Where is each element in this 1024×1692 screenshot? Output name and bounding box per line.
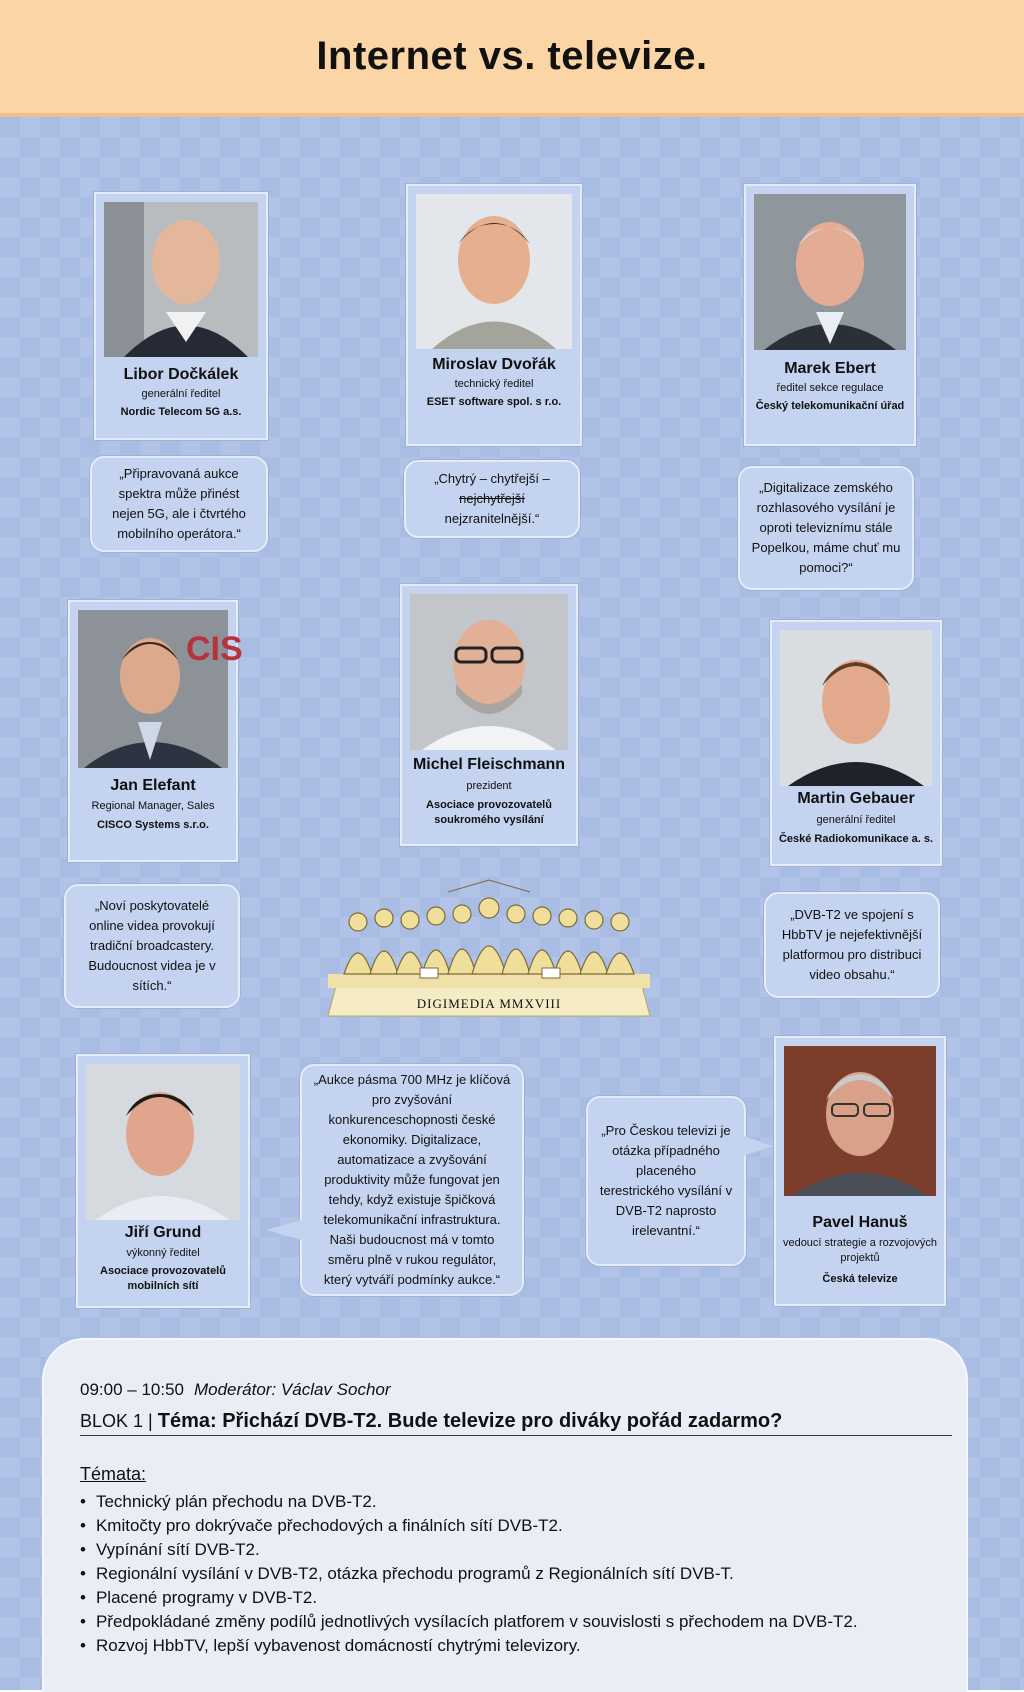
speaker-card-fleischmann xyxy=(400,584,578,846)
speaker-card-dockalek xyxy=(94,192,268,440)
speaker-card-dvorak xyxy=(406,184,582,446)
speaker-name: Pavel Hanuš xyxy=(812,1214,908,1231)
speaker-title: technický ředitel xyxy=(454,378,534,390)
digimedia-illustration xyxy=(328,874,650,1024)
speaker-title: Regional Manager, Sales xyxy=(91,800,215,812)
speaker-organization: Nordic Telecom 5G a.s. xyxy=(120,406,242,418)
topics-list xyxy=(80,1490,858,1658)
quote-text: „Chytrý – chytřejší – nejchytřejší nejzranitelnější.“ xyxy=(434,471,550,526)
list-item: • Kmitočty pro dokrývače přechodových a finálních sítí DVB-T2. xyxy=(80,1514,858,1538)
speaker-name: Martin Gebauer xyxy=(797,790,915,807)
speaker-photo xyxy=(784,1046,936,1196)
list-item: • Vypínání sítí DVB-T2. xyxy=(80,1538,858,1562)
speaker-organization: Asociace provozovatelů mobilních sítí xyxy=(100,1265,226,1292)
topics-label: Témata: xyxy=(80,1464,147,1484)
speaker-photo xyxy=(416,194,572,349)
bubble-tail xyxy=(744,1136,772,1156)
speaker-title: výkonný ředitel xyxy=(126,1247,200,1259)
speaker-photo xyxy=(410,594,568,750)
list-item: • Regionální vysílání v DVB-T2, otázka přechodu programů z Regionálních sítí DVB-T. xyxy=(80,1562,858,1586)
program-block-line xyxy=(80,1410,952,1436)
illustration-caption: DIGIMEDIA MMXVIII xyxy=(416,996,562,1011)
list-item: • Technický plán přechodu na DVB-T2. xyxy=(80,1490,858,1514)
speaker-title: vedoucí strategie a rozvojových projektů xyxy=(782,1237,938,1264)
quote-bubble-dockalek xyxy=(90,456,268,552)
speaker-card-grund xyxy=(76,1054,250,1308)
quote-bubble-gebauer xyxy=(764,892,940,998)
quote-text: „Připravovaná aukce spektra může přinést nejen 5G, ale i čtvrtého mobilního operátora.“ xyxy=(112,466,246,541)
speaker-photo xyxy=(78,610,243,768)
speaker-name: Libor Dočkálek xyxy=(123,366,239,383)
quote-text: „DVB-T2 ve spojení s HbbTV je nejefektivnější platformou pro distribuci video obsahu.“ xyxy=(781,907,923,982)
program-block: BLOK 1 | xyxy=(80,1411,153,1431)
quote-bubble-elefant xyxy=(64,884,240,1008)
page-title: Internet vs. televize. xyxy=(316,34,708,78)
quote-text: „Noví poskytovatelé online videa provokují tradiční broadcastery. Budoucnost videa je v sítích.“ xyxy=(88,898,216,993)
quote-bubble-dvorak xyxy=(404,460,580,538)
speaker-title: generální ředitel xyxy=(816,814,896,826)
speaker-organization: CISCO Systems s.r.o. xyxy=(97,819,209,831)
speaker-name: Jiří Grund xyxy=(124,1224,202,1241)
speaker-organization: Asociace provozovatelů soukromého vysílání xyxy=(426,799,552,826)
speaker-name: Jan Elefant xyxy=(110,777,196,794)
quote-text: „Pro Českou televizi je otázka případného placeného terestrického vysílání v DVB-T2 naprosto irelevantní.“ xyxy=(599,1123,733,1238)
speaker-name: Michel Fleischmann xyxy=(412,756,566,773)
quote-text: „Digitalizace zemského rozhlasového vysílání je oproti televiznímu stále Popelkou, máme chuť mu pomoci?“ xyxy=(751,480,901,575)
speaker-card-hanus xyxy=(774,1036,946,1306)
quote-bubble-ebert xyxy=(738,466,914,590)
speaker-name: Miroslav Dvořák xyxy=(432,356,556,373)
speaker-title: ředitel sekce regulace xyxy=(776,382,884,394)
speaker-organization: Český telekomunikační úřad xyxy=(755,400,905,412)
page-header xyxy=(0,0,1024,117)
bubble-tail xyxy=(266,1220,302,1240)
program-topic: Téma: Přichází DVB-T2. Bude televize pro diváky pořád zadarmo? xyxy=(157,1410,783,1432)
quote-bubble-hanus xyxy=(586,1096,746,1266)
list-item: • Předpokládané změny podílů jednotlivých vysílacích platforem v souvislosti s přechodem na DVB-T2. xyxy=(80,1610,858,1634)
quote-bubble-grund xyxy=(300,1064,524,1296)
speaker-photo xyxy=(780,630,932,786)
svg-text:CIS: CIS xyxy=(186,630,243,668)
program-panel xyxy=(44,1340,966,1692)
program-moderator: Moderátor: Václav Sochor xyxy=(193,1380,391,1399)
speaker-photo xyxy=(86,1064,240,1220)
speaker-title: prezident xyxy=(466,780,512,792)
list-item: • Placené programy v DVB-T2. xyxy=(80,1586,858,1610)
speaker-photo xyxy=(754,194,906,350)
speaker-name: Marek Ebert xyxy=(784,360,876,377)
program-time: 09:00 – 10:50 xyxy=(80,1380,184,1399)
speaker-card-ebert xyxy=(744,184,916,446)
speaker-card-gebauer xyxy=(770,620,942,866)
program-time-line xyxy=(80,1380,391,1400)
speaker-title: generální ředitel xyxy=(141,388,221,400)
speaker-organization: Česká televize xyxy=(822,1273,898,1285)
list-item: • Rozvoj HbbTV, lepší vybavenost domácností chytrými televizory. xyxy=(80,1634,858,1658)
speaker-organization: České Radiokomunikace a. s. xyxy=(778,833,934,845)
speaker-card-elefant xyxy=(68,600,243,862)
speaker-organization: ESET software spol. s r.o. xyxy=(426,396,562,408)
speaker-photo xyxy=(104,202,258,357)
quote-text: „Aukce pásma 700 MHz je klíčová pro zvyšování konkurenceschopnosti české ekonomiky. Digitalizace, automatizace a zvyšování produktivity může fungovat jen tehdy, když existuje špičková telekomunikační infrastruktura. Naši budoucnost má v tomto směru plně v rukou regulátor, který vytváří podmínky aukce.“ xyxy=(313,1072,511,1287)
